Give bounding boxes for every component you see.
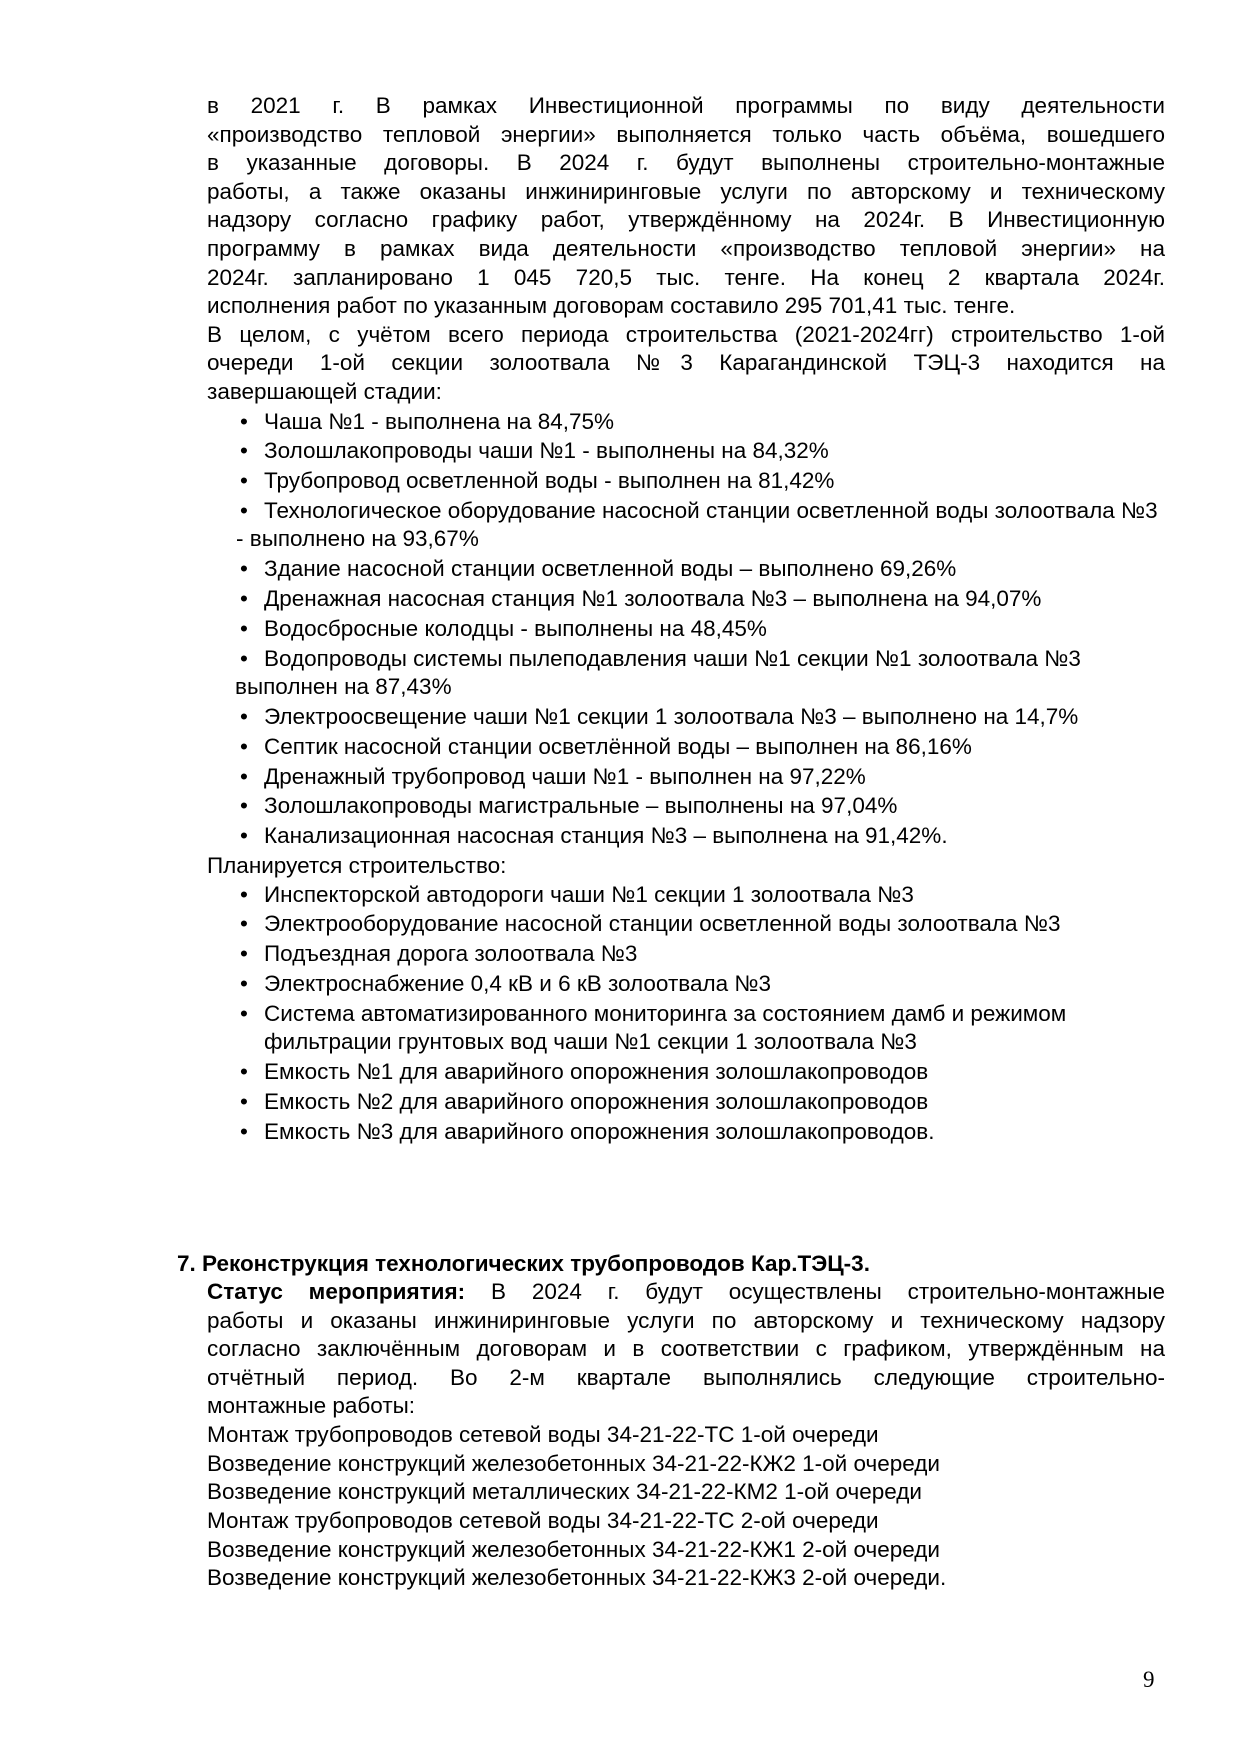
bullet-icon: • — [240, 586, 248, 612]
list-item: • Емкость №1 для аварийного опорожнения золошлакопроводов — [207, 1058, 1165, 1087]
section-heading: 7. Реконструкция технологических трубопроводов Кар.ТЭЦ-3. — [177, 1251, 870, 1276]
intro-line: надзору согласно графику работ, утверждённому на 2024г. В Инвестиционную — [207, 207, 1165, 233]
planned-heading: Планируется строительство: — [207, 852, 507, 878]
list-item: • Септик насосной станции осветлённой воды – выполнен на 86,16% — [207, 733, 1165, 762]
bullet-icon: • — [240, 793, 248, 819]
list-item: • Здание насосной станции осветленной воды – выполнено 69,26% — [207, 555, 1165, 584]
bullet-icon: • — [240, 763, 248, 789]
work-line: Возведение конструкций металлических 34-21-22-КМ2 1-ой очереди — [207, 1479, 922, 1505]
work-line: Возведение конструкций железобетонных 34-21-22-КЖ1 2-ой очереди — [207, 1536, 940, 1562]
list-item: • Трубопровод осветленной воды - выполнен на 81,42% — [207, 467, 1165, 496]
bullet-icon: • — [240, 468, 248, 494]
summary-line: В целом, с учётом всего периода строительства (2021-2024гг) строительство 1-ой — [207, 321, 1165, 347]
intro-paragraph — [207, 92, 1165, 1147]
list-item: • Золошлакопроводы чаши №1 - выполнены на 84,32% — [207, 437, 1165, 466]
intro-line: 2024г. запланировано 1 045 720,5 тыс. тенге. На конец 2 квартала 2024г. — [207, 264, 1165, 290]
work-line: Возведение конструкций железобетонных 34-21-22-КЖ3 2-ой очереди. — [207, 1565, 947, 1591]
bullet-icon: • — [240, 556, 248, 582]
intro-line: в 2021 г. В рамках Инвестиционной программы по виду деятельности — [207, 93, 1165, 118]
summary-line: очереди 1-ой секции золоотвала №3 Карагандинской ТЭЦ-3 находится на — [207, 350, 1165, 376]
list-item: • Электрооборудование насосной станции осветленной воды золоотвала №3 — [207, 910, 1165, 939]
status-line: работы и оказаны инжиниринговые услуги по авторскому и техническому надзору — [207, 1307, 1165, 1333]
status-line: согласно заключённым договорам и в соответствии с графиком, утверждённым на — [207, 1336, 1165, 1362]
planned-list — [207, 881, 1165, 1147]
list-item: • Водопроводы системы пылеподавления чаши №1 секции №1 золоотвала №3 выполнен на 87,43% — [235, 645, 1081, 700]
intro-line: в указанные договоры. В 2024 г. будут выполнены строительно-монтажные — [207, 150, 1165, 176]
bullet-icon: • — [240, 881, 248, 907]
status-line: отчётный период. Во 2-м квартале выполнялись следующие строительно- — [207, 1364, 1165, 1390]
list-item: • Дренажный трубопровод чаши №1 - выполнен на 97,22% — [207, 763, 1165, 792]
page-number: 9 — [1143, 1667, 1155, 1692]
list-item: • Электроосвещение чаши №1 секции 1 золоотвала №3 – выполнено на 14,7% — [207, 703, 1165, 732]
work-line: Монтаж трубопроводов сетевой воды 34-21-22-ТС 2-ой очереди — [207, 1508, 879, 1534]
bullet-icon: • — [240, 703, 248, 729]
status-line: Статус мероприятия: В 2024 г. будут осуществлены строительно-монтажные — [207, 1279, 1166, 1304]
list-item: • Инспекторской автодороги чаши №1 секции 1 золоотвала №3 — [207, 881, 1165, 910]
bullet-icon: • — [240, 733, 248, 759]
list-item: • Золошлакопроводы магистральные – выполнены на 97,04% — [207, 792, 1165, 821]
bullet-icon: • — [240, 438, 248, 464]
list-item: • Водосбросные колодцы - выполнены на 48,45% — [207, 615, 1165, 644]
list-item: • Емкость №3 для аварийного опорожнения золошлакопроводов. — [207, 1118, 1165, 1147]
list-item: • Система автоматизированного мониторинга за состоянием дамб и режимом фильтрации грунтовых вод чаши №1 секции 1 золоотвала №3 — [207, 1000, 1165, 1057]
bullet-icon: • — [240, 823, 248, 849]
bullet-icon: • — [240, 941, 248, 967]
bullet-icon: • — [240, 615, 248, 641]
intro-line: программу в рамках вида деятельности «производство тепловой энергии» на — [207, 235, 1165, 261]
summary-line: завершающей стадии: — [207, 378, 442, 404]
intro-line: работы, а также оказаны инжиниринговые услуги по авторскому и техническому — [207, 178, 1165, 204]
bullet-icon: • — [240, 645, 248, 671]
list-item: • Подъездная дорога золоотвала №3 — [207, 940, 1165, 969]
list-item: • Дренажная насосная станция №1 золоотвала №3 – выполнена на 94,07% — [207, 585, 1165, 614]
bullet-icon: • — [240, 1000, 248, 1026]
bullet-icon: • — [240, 1088, 248, 1114]
list-item: • Технологическое оборудование насосной станции осветленной воды золоотвала №3 - выполнено на 93,67% — [236, 497, 1158, 552]
bullet-icon: • — [240, 1059, 248, 1085]
bullet-icon: • — [240, 911, 248, 937]
intro-line: исполнения работ по указанным договорам составило 295 701,41 тыс. тенге. — [207, 293, 1016, 319]
status-line: монтажные работы: — [207, 1393, 416, 1419]
progress-list — [207, 408, 1165, 851]
status-label: Статус мероприятия: — [207, 1279, 466, 1304]
list-item: • Канализационная насосная станция №3 – выполнена на 91,42%. — [207, 822, 1165, 851]
bullet-icon: • — [240, 408, 248, 434]
section7-body — [207, 1278, 1165, 1593]
work-line: Возведение конструкций железобетонных 34-21-22-КЖ2 1-ой очереди — [207, 1450, 940, 1476]
bullet-icon: • — [240, 970, 248, 996]
work-line: Монтаж трубопроводов сетевой воды 34-21-22-ТС 1-ой очереди — [207, 1421, 879, 1447]
bullet-icon: • — [240, 1118, 248, 1144]
list-item: • Чаша №1 - выполнена на 84,75% — [207, 408, 1165, 437]
intro-line: «производство тепловой энергии» выполняется только часть объёма, вошедшего — [207, 121, 1165, 147]
list-item: • Электроснабжение 0,4 кВ и 6 кВ золоотвала №3 — [207, 970, 1165, 999]
list-item: • Емкость №2 для аварийного опорожнения золошлакопроводов — [207, 1088, 1165, 1117]
bullet-icon: • — [240, 497, 248, 523]
